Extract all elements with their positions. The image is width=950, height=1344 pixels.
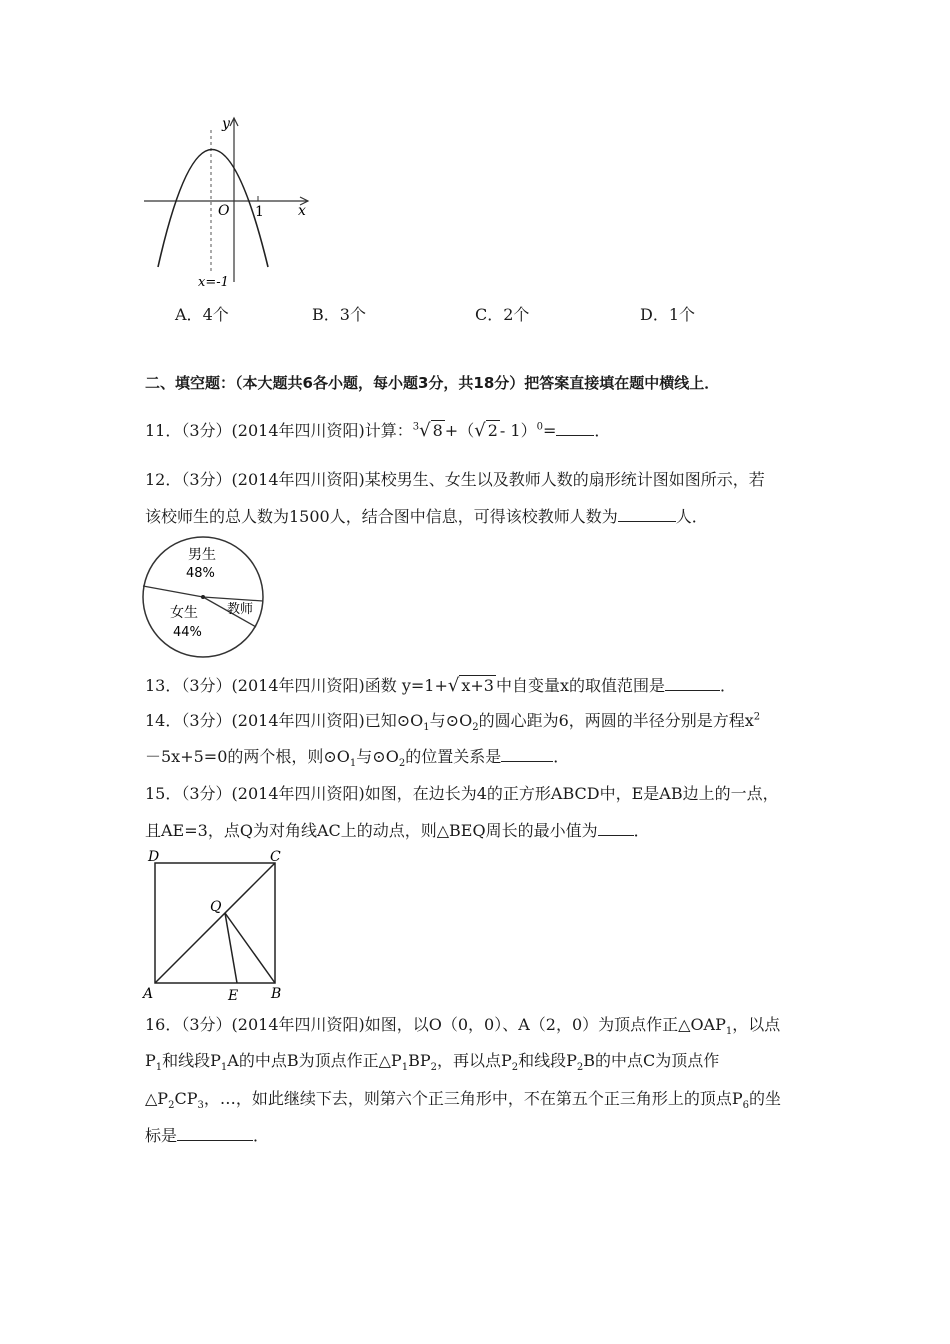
slice-label-teacher: 教师 <box>227 602 254 617</box>
question-16-line4: 标是 ． <box>145 1126 270 1145</box>
question-11: 11．（3分）(2014年四川资阳)计算：$^3$√ 8 +（√ 2 - 1）$^0$= ． <box>145 420 611 441</box>
question-16-line1: 16．（3分）(2014年四川资阳)如图，以O（0，0）、A（2，0）为顶点作正$\triangle OAP_1$，以点 <box>145 1015 781 1038</box>
question-15-line1: 15．（3分）(2014年四川资阳)如图，在边长为4的正方形ABCD中，E是AB边上的一点， <box>145 784 779 803</box>
slice-percent-male: 48% <box>186 566 215 581</box>
question-15-line2: 且AE=3，点Q为对角线AC上的动点，则△BEQ周长的最小值为 ． <box>145 821 650 840</box>
label-d: D <box>148 849 160 865</box>
answer-blank-16[interactable] <box>177 1126 253 1141</box>
answer-blank-12[interactable] <box>618 507 676 522</box>
question-14-line1: 14．（3分）(2014年四川资阳)已知$⊙O_1$与$⊙O_2$的圆心距为6，两圆的半径分别是方程$x^2$ <box>145 711 761 734</box>
option-c: C．2个 <box>475 305 530 324</box>
option-d: D．1个 <box>640 305 696 324</box>
answer-blank-11[interactable] <box>556 421 594 436</box>
parabola-curve <box>158 150 268 268</box>
question-13: 13．（3分）(2014年四川资阳)函数 y=1+√ x+3 中自变量x的取值范围是 ． <box>145 675 737 696</box>
segment-qe <box>225 913 237 983</box>
question-12-line2: 该校师生的总人数为1500人，结合图中信息，可得该校教师人数为 人． <box>145 507 708 526</box>
question-16-line3: $\triangle P_2CP_3$，…，如此继续下去，则第六个正三角形中，不在第五个正三角形上的顶点$P_6$的坐 <box>145 1089 782 1112</box>
answer-blank-15[interactable] <box>598 821 634 836</box>
x-label: x <box>298 203 306 219</box>
label-c: C <box>270 849 281 865</box>
slice-label-male: 男生 <box>188 547 216 563</box>
slice-percent-female: 44% <box>173 625 202 640</box>
square-figure <box>140 845 290 1005</box>
option-b: B．3个 <box>312 305 366 324</box>
label-q: Q <box>210 899 222 915</box>
pie-center <box>201 595 205 599</box>
segment-qb <box>225 913 275 983</box>
symmetry-label: x=-1 <box>198 275 229 290</box>
label-b: B <box>271 986 282 1002</box>
question-14-line2: －5x+5=0的两个根，则$⊙O_1$与$⊙O_2$的位置关系是 ． <box>145 747 570 770</box>
question-16-line2: $P_1$和线段$P_1A$的中点B为顶点作正$\triangle P_1BP_2$，再以点$P_2$和线段$P_2B$的中点C为顶点作 <box>145 1051 720 1074</box>
answer-blank-13[interactable] <box>665 676 720 691</box>
label-a: A <box>143 986 154 1002</box>
pie-chart <box>140 535 270 661</box>
slice-label-female: 女生 <box>170 605 198 621</box>
question-12-line1: 12．（3分）(2014年四川资阳)某校男生、女生以及教师人数的扇形统计图如图所示，若 <box>145 470 765 489</box>
answer-blank-14[interactable] <box>501 747 553 762</box>
tick-one-label: 1 <box>255 204 264 220</box>
diagonal-ac <box>155 863 275 983</box>
y-label: y <box>222 116 230 132</box>
origin-label: O <box>218 203 230 219</box>
option-a: A．4个 <box>175 305 229 324</box>
section-title: 二、填空题：（本大题共6各小题，每小题3分，共18分）把答案直接填在题中横线上． <box>145 374 720 392</box>
parabola-figure <box>140 112 320 292</box>
label-e: E <box>228 988 239 1004</box>
